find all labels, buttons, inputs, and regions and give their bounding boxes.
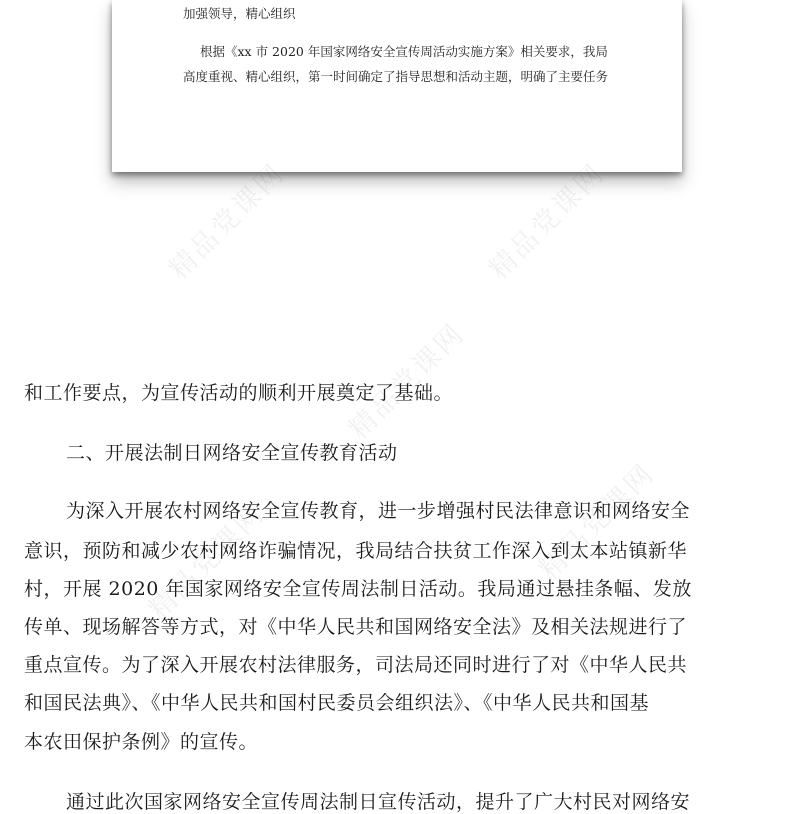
watermark: 精品党课网 [143,497,272,626]
paragraph-line: 传单、现场解答等方式，对《中华人民共和国网络安全法》及相关法规进行了 [24,616,688,638]
paragraph-line: 村，开展 2020 年国家网络安全宣传周法制日活动。我局通过悬挂条幅、发放 [24,578,692,600]
watermark: 精品党课网 [163,157,292,286]
watermark: 精品党课网 [343,317,472,446]
page-preview-card [112,0,682,172]
paragraph-line: 通过此次国家网络安全宣传周法制日宣传活动，提升了广大村民对网络安 [66,791,691,813]
paragraph-line: 本农田保护条例》的宣传。 [24,731,259,753]
watermark: 精品党课网 [533,457,662,586]
watermark: 精品党课网 [483,157,612,286]
paragraph-line: 和国民法典》、《中华人民共和国村民委员会组织法》、《中华人民共和国基 [24,692,650,714]
preview-line-2: 根据《xx 市 2020 年国家网络安全宣传周活动实施方案》相关要求，我局 [200,44,608,59]
section-heading: 二、开展法制日网络安全宣传教育活动 [66,442,398,464]
preview-line-3: 高度重视、精心组织，第一时间确定了指导思想和活动主题，明确了主要任务 [183,69,609,84]
preview-line-1: 加强领导，精心组织 [183,6,296,21]
paragraph-line: 重点宣传。为了深入开展农村法律服务，司法局还同时进行了对《中华人民共 [24,654,688,676]
text-line: 和工作要点，为宣传活动的顺利开展奠定了基础。 [24,382,454,404]
paragraph-line: 意识，预防和减少农村网络诈骗情况，我局结合扶贫工作深入到太本站镇新华 [24,540,688,562]
paragraph-line: 为深入开展农村网络安全宣传教育，进一步增强村民法律意识和网络安全 [66,500,691,522]
